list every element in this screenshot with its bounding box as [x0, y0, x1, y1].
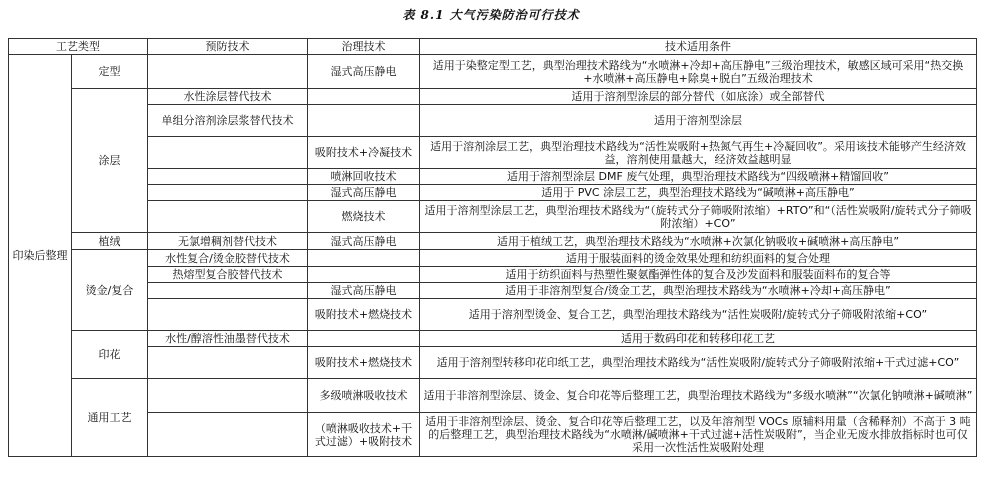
treatment-cell: [308, 105, 420, 137]
condition-cell: 适用于染整定型工艺，典型治理技术路线为“水喷淋+冷却+高压静电”三级治理技术，敏感区域可采用“热交换+水喷淋+高压静电+除臭+脱白”五级治理技术: [420, 55, 977, 89]
prevention-cell: [148, 379, 308, 413]
table-row: [9, 250, 977, 267]
condition-cell: 适用于溶剂型涂层工艺，典型治理技术路线为“（旋转式分子筛吸附浓缩）+RTO”和“（活性炭吸附/旋转式分子筛吸附浓缩）+CO”: [420, 201, 977, 233]
prevention-cell: [148, 201, 308, 233]
table-row: [9, 413, 977, 457]
category-cell: 印染后整理: [9, 55, 72, 457]
header-row: [9, 39, 977, 55]
prevention-cell: [148, 283, 308, 299]
treatment-cell: 吸附技术+燃烧技术: [308, 299, 420, 331]
table-row: [9, 89, 977, 105]
treatment-cell: 湿式高压静电: [308, 185, 420, 201]
table-row: [9, 267, 977, 283]
table-row: [9, 55, 977, 89]
treatment-cell: [308, 250, 420, 267]
table-row: [9, 201, 977, 233]
prevention-cell: 水性复合/烫金胶替代技术: [148, 250, 308, 267]
condition-cell: 适用于数码印花和转移印花工艺: [420, 331, 977, 347]
table-row: [9, 379, 977, 413]
treatment-cell: [308, 267, 420, 283]
subtype-cell: 涂层: [72, 89, 148, 233]
header-process-type: 工艺类型: [9, 39, 148, 55]
header-condition: 技术适用条件: [420, 39, 977, 55]
table-caption: 表 8.1 大气污染防治可行技术: [402, 8, 580, 22]
table-row: [9, 331, 977, 347]
treatment-cell: 吸附技术+燃烧技术: [308, 347, 420, 379]
table-row: [9, 283, 977, 299]
table-row: [9, 233, 977, 250]
subtype-cell: 定型: [72, 55, 148, 89]
treatment-cell: 吸附技术+冷凝技术: [308, 137, 420, 169]
condition-cell: 适用于 PVC 涂层工艺，典型治理技术路线为“碱喷淋+高压静电”: [420, 185, 977, 201]
prevention-cell: [148, 169, 308, 185]
condition-cell: 适用于服装面料的烫金效果处理和纺织面料的复合处理: [420, 250, 977, 267]
subtype-cell: 烫金/复合: [72, 250, 148, 331]
subtype-cell: 植绒: [72, 233, 148, 250]
condition-cell: 适用于非溶剂型复合/烫金工艺，典型治理技术路线为“水喷淋+冷却+高压静电”: [420, 283, 977, 299]
condition-cell: 适用于非溶剂型涂层、烫金、复合印花等后整理工艺，以及年溶剂型 VOCs 原辅料用量（含稀释剂）不高于 3 吨的后整理工艺，典型治理技术路线为“水喷淋/碱喷淋+干式过滤+活性炭吸附”，当企业无废水排放指标时也可仅采用一次性活性炭吸附处理: [420, 413, 977, 457]
condition-cell: 适用于溶剂型转移印花印纸工艺，典型治理技术路线为“活性炭吸附/旋转式分子筛吸附浓缩+干式过滤+CO”: [420, 347, 977, 379]
condition-cell: 适用于溶剂型涂层: [420, 105, 977, 137]
condition-cell: 适用于溶剂型烫金、复合工艺，典型治理技术路线为“活性炭吸附/旋转式分子筛吸附浓缩+CO”: [420, 299, 977, 331]
prevention-cell: 水性涂层替代技术: [148, 89, 308, 105]
prevention-cell: [148, 299, 308, 331]
table-row: [9, 169, 977, 185]
prevention-cell: 水性/醇溶性油墨替代技术: [148, 331, 308, 347]
prevention-cell: [148, 137, 308, 169]
condition-cell: 适用于纺织面料与热塑性聚氨酯弹性体的复合及沙发面料和服装面料布的复合等: [420, 267, 977, 283]
treatment-cell: [308, 331, 420, 347]
prevention-cell: 单组分溶剂涂层浆替代技术: [148, 105, 308, 137]
prevention-cell: [148, 55, 308, 89]
table-row: [9, 347, 977, 379]
treatment-cell: 多级喷淋吸收技术: [308, 379, 420, 413]
treatment-cell: 湿式高压静电: [308, 233, 420, 250]
condition-cell: 适用于溶剂型涂层 DMF 废气处理，典型治理技术路线为“四级喷淋+精馏回收”: [420, 169, 977, 185]
table-row: [9, 105, 977, 137]
header-prevention: 预防技术: [148, 39, 308, 55]
feasible-techniques-table: [8, 38, 977, 457]
condition-cell: 适用于溶剂型涂层的部分替代（如底涂）或全部替代: [420, 89, 977, 105]
treatment-cell: 湿式高压静电: [308, 283, 420, 299]
condition-cell: 适用于溶剂涂层工艺，典型治理技术路线为“活性炭吸附+热氮气再生+冷凝回收”。采用该技术能够产生经济效益，溶剂使用量越大，经济效益越明显: [420, 137, 977, 169]
table-row: [9, 137, 977, 169]
condition-cell: 适用于非溶剂型涂层、烫金、复合印花等后整理工艺，典型治理技术路线为“多级水喷淋”“次氯化钠喷淋+碱喷淋”: [420, 379, 977, 413]
prevention-cell: [148, 347, 308, 379]
treatment-cell: [308, 89, 420, 105]
header-treatment: 治理技术: [308, 39, 420, 55]
table-row: [9, 185, 977, 201]
treatment-cell: （喷淋吸收技术+干式过滤）+吸附技术: [308, 413, 420, 457]
prevention-cell: 热熔型复合胶替代技术: [148, 267, 308, 283]
treatment-cell: 喷淋回收技术: [308, 169, 420, 185]
prevention-cell: [148, 185, 308, 201]
subtype-cell: 印花: [72, 331, 148, 379]
table-row: [9, 299, 977, 331]
prevention-cell: 无氯增稠剂替代技术: [148, 233, 308, 250]
condition-cell: 适用于植绒工艺，典型治理技术路线为“水喷淋+次氯化钠吸收+碱喷淋+高压静电”: [420, 233, 977, 250]
treatment-cell: 湿式高压静电: [308, 55, 420, 89]
prevention-cell: [148, 413, 308, 457]
subtype-cell: 通用工艺: [72, 379, 148, 457]
treatment-cell: 燃烧技术: [308, 201, 420, 233]
